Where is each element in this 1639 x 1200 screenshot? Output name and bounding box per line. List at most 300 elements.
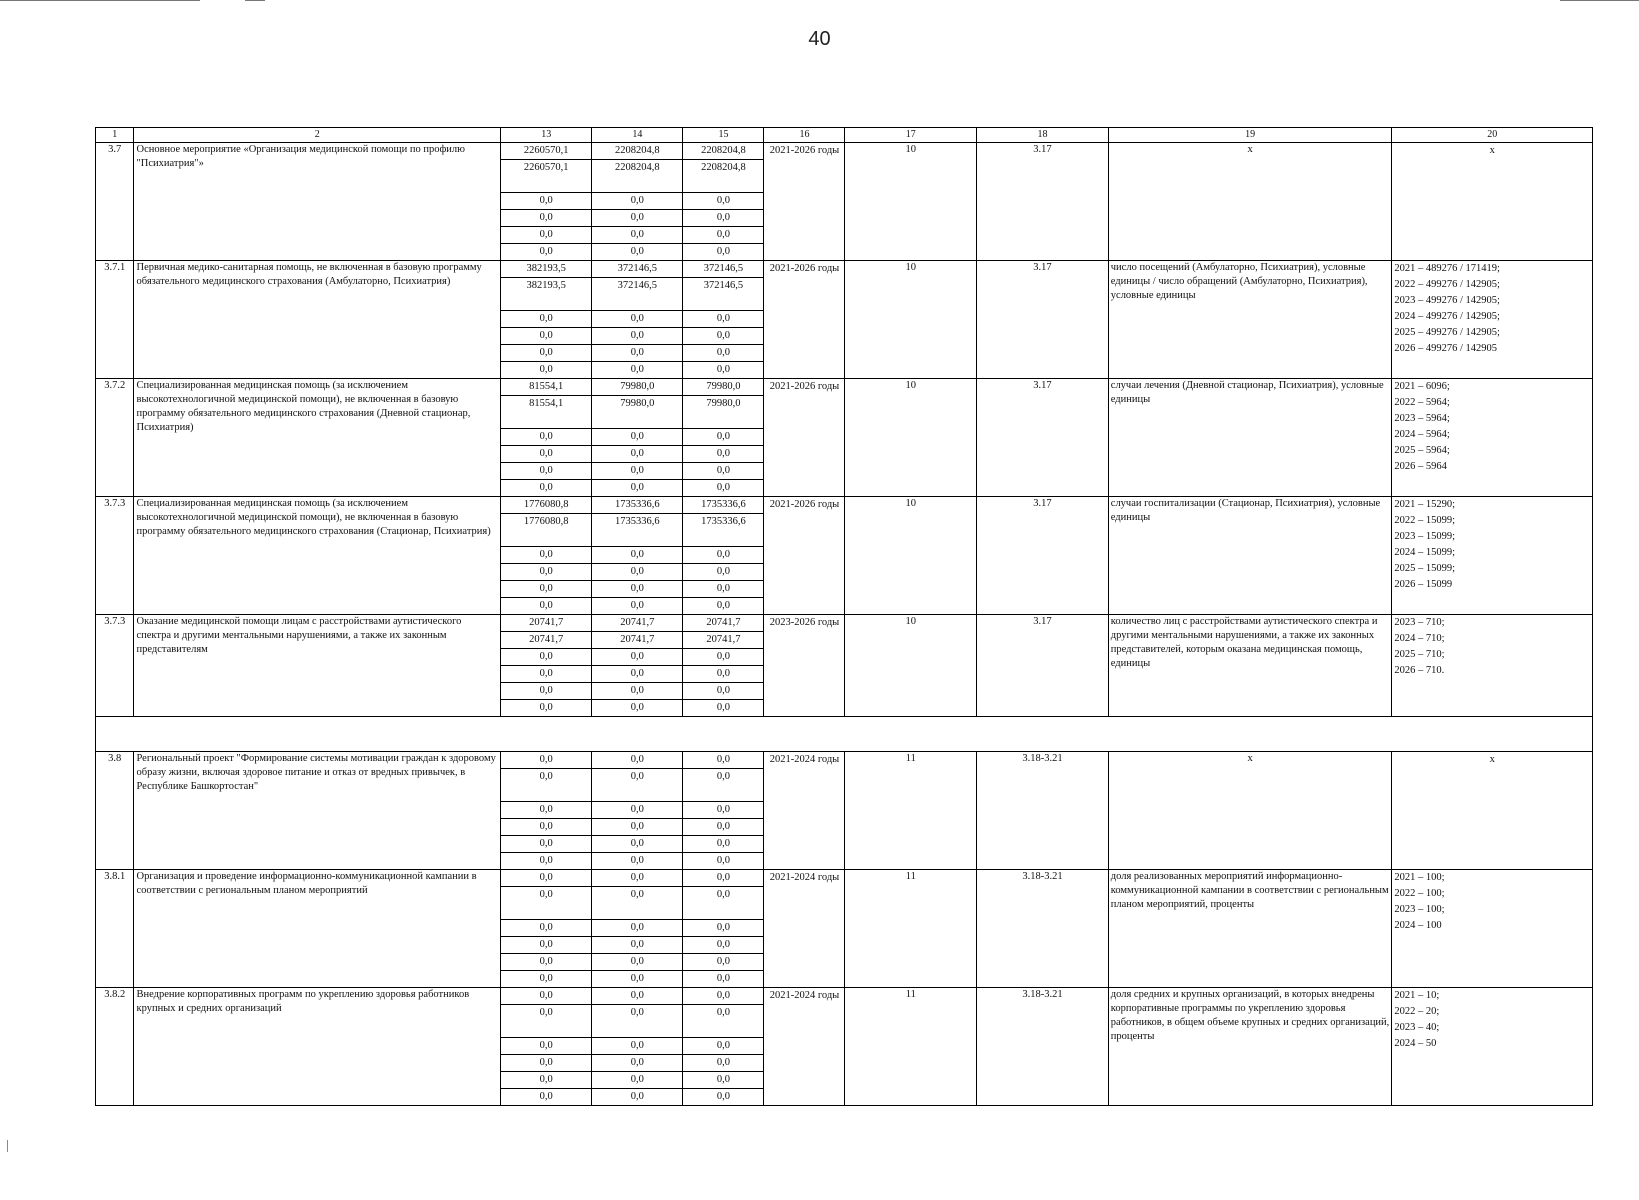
item-number: 3.7.2 [96, 378, 134, 496]
funding-value [592, 530, 682, 546]
item-name: Специализированная медицинская помощь (за исключением высокотехнологичной медицинской помощи), не включенная в базовую программу обязательного медицинского страхования (Стационар, Психиатрия) [134, 496, 501, 614]
funding-value: 372146,5 [592, 277, 682, 294]
funding-value: 0,0 [501, 648, 591, 665]
funding-value: 2208204,8 [592, 159, 682, 176]
funding-value: 0,0 [501, 801, 591, 818]
funding-values [683, 143, 763, 260]
page-number: 40 [808, 28, 831, 50]
indicator-values [1392, 142, 1593, 260]
section-spacer-row [96, 716, 1593, 751]
funding-values [683, 615, 763, 716]
funding-value [501, 176, 591, 192]
implementation-period: 2021-2026 годы [764, 260, 845, 378]
indicator-value: 2022 – 15099; [1394, 514, 1456, 526]
funding-value: 20741,7 [501, 631, 591, 648]
funding-value: 0,0 [501, 1071, 591, 1088]
funding-value [501, 785, 591, 801]
funding-values [683, 988, 763, 1105]
funding-value: 0,0 [683, 852, 763, 869]
funding-column-13 [501, 987, 592, 1105]
task-number: 3.17 [977, 142, 1109, 260]
funding-column-15 [683, 751, 764, 869]
funding-column-15 [683, 496, 764, 614]
funding-column-15 [683, 142, 764, 260]
funding-value: 0,0 [501, 699, 591, 716]
funding-value: 0,0 [592, 801, 682, 818]
funding-value: 0,0 [539, 989, 553, 1001]
funding-values [592, 870, 682, 987]
funding-values [592, 615, 682, 716]
indicator-name: доля реализованных мероприятий информационно-коммуникационной кампании в соответствии с региональным планом мероприятий, проценты [1108, 869, 1392, 987]
funding-value: 0,0 [630, 989, 644, 1001]
funding-value: 1735336,6 [615, 498, 660, 510]
funding-values [501, 752, 591, 869]
funding-value: 0,0 [501, 953, 591, 970]
funding-value: 0,0 [592, 428, 682, 445]
funding-value: 0,0 [501, 243, 591, 260]
funding-column-13 [501, 142, 592, 260]
funding-value: 0,0 [683, 1037, 763, 1054]
funding-values [592, 261, 682, 378]
item-number: 3.7 [96, 142, 134, 260]
funding-value: 0,0 [501, 479, 591, 496]
header-cell: 15 [683, 128, 764, 143]
funding-value: 0,0 [592, 209, 682, 226]
header-cell: 18 [977, 128, 1109, 143]
indicator-value: 2025 – 15099; [1394, 562, 1456, 574]
funding-value: 0,0 [592, 1054, 682, 1071]
funding-value: 0,0 [592, 243, 682, 260]
funding-value: 79980,0 [592, 395, 682, 412]
indicator-value: 2025 – 710; [1394, 648, 1445, 660]
funding-value: 0,0 [592, 648, 682, 665]
funding-value: 382193,5 [501, 277, 591, 294]
funding-value [501, 294, 591, 310]
indicator-value: 2025 – 5964; [1394, 444, 1450, 456]
task-number: 3.18-3.21 [977, 751, 1109, 869]
funding-value: 0,0 [592, 818, 682, 835]
funding-value: 0,0 [592, 886, 682, 903]
task-number: 3.17 [977, 614, 1109, 716]
funding-value: 0,0 [592, 919, 682, 936]
funding-value: 0,0 [592, 226, 682, 243]
funding-values [683, 752, 763, 869]
funding-column-13 [501, 496, 592, 614]
indicator-value: 2023 – 15099; [1394, 530, 1456, 542]
implementation-period: 2021-2026 годы [764, 142, 845, 260]
funding-value: 0,0 [501, 852, 591, 869]
goal-number: 11 [845, 987, 977, 1105]
funding-column-14 [592, 751, 683, 869]
indicator-name: случаи лечения (Дневной стационар, Психиатрия), условные единицы [1108, 378, 1392, 496]
funding-value: 0,0 [683, 1054, 763, 1071]
indicator-value: 2021 – 489276 / 171419; [1394, 262, 1500, 274]
funding-value: 0,0 [683, 953, 763, 970]
indicator-value: 2026 – 15099 [1394, 578, 1453, 590]
indicator-values [1392, 496, 1593, 614]
program-table [95, 127, 1593, 1106]
funding-value: 0,0 [501, 919, 591, 936]
indicator-name: количество лиц с расстройствами аутистического спектра и другими ментальными нарушениями, а также их законных представителей, которым оказана медицинская помощь, единицы [1108, 614, 1392, 716]
funding-value: 0,0 [683, 936, 763, 953]
item-number: 3.7.3 [96, 496, 134, 614]
scan-top-rule [0, 0, 200, 1]
funding-value: 0,0 [683, 209, 763, 226]
funding-value: 0,0 [501, 546, 591, 563]
funding-values [592, 497, 682, 614]
funding-value [683, 903, 763, 919]
table-row [96, 260, 1593, 378]
funding-value: 0,0 [683, 580, 763, 597]
task-number: 3.18-3.21 [977, 987, 1109, 1105]
indicator-values [1392, 751, 1593, 869]
funding-column-14 [592, 869, 683, 987]
funding-value: 0,0 [592, 1037, 682, 1054]
funding-column-15 [683, 614, 764, 716]
funding-value: 0,0 [501, 886, 591, 903]
funding-value [683, 412, 763, 428]
goal-number: 10 [845, 614, 977, 716]
implementation-period: 2023-2026 годы [764, 614, 845, 716]
funding-value: 0,0 [683, 1004, 763, 1021]
funding-value: 0,0 [501, 361, 591, 378]
funding-value: 0,0 [716, 871, 730, 883]
funding-column-13 [501, 869, 592, 987]
funding-values [592, 988, 682, 1105]
funding-value [501, 530, 591, 546]
funding-value: 0,0 [683, 428, 763, 445]
funding-values [592, 379, 682, 496]
indicator-value: 2024 – 15099; [1394, 546, 1456, 558]
indicator-value: 2022 – 100; [1394, 887, 1445, 899]
implementation-period: 2021-2026 годы [764, 496, 845, 614]
funding-value: 0,0 [683, 344, 763, 361]
indicator-value: 2022 – 5964; [1394, 396, 1450, 408]
table-row [96, 614, 1593, 716]
indicator-value: 2021 – 100; [1394, 871, 1445, 883]
funding-value: 1735336,6 [592, 513, 682, 530]
funding-value: 2208204,8 [701, 144, 746, 156]
funding-value [683, 176, 763, 192]
indicator-value: 2026 – 5964 [1394, 460, 1447, 472]
funding-value: 0,0 [501, 1088, 591, 1105]
funding-value: 372146,5 [617, 262, 658, 274]
table-row [96, 378, 1593, 496]
funding-column-14 [592, 987, 683, 1105]
funding-value [501, 412, 591, 428]
funding-value [683, 530, 763, 546]
header-cell: 13 [501, 128, 592, 143]
funding-value: 81554,1 [529, 380, 564, 392]
funding-value: 0,0 [592, 479, 682, 496]
funding-values [683, 379, 763, 496]
item-name: Специализированная медицинская помощь (за исключением высокотехнологичной медицинской помощи), не включенная в базовую программу обязательного медицинского страхования (Дневной стационар, Психиатрия) [134, 378, 501, 496]
implementation-period: 2021-2026 годы [764, 378, 845, 496]
funding-value: 20741,7 [683, 631, 763, 648]
funding-value: 0,0 [630, 753, 644, 765]
scan-top-rule [1560, 0, 1639, 1]
funding-value: 0,0 [683, 310, 763, 327]
funding-value: 0,0 [539, 871, 553, 883]
indicator-name: x [1108, 751, 1392, 869]
funding-value: 372146,5 [703, 262, 744, 274]
funding-value [683, 785, 763, 801]
funding-value: 0,0 [683, 682, 763, 699]
header-cell: 1 [96, 128, 134, 143]
funding-value: 0,0 [683, 768, 763, 785]
funding-value: 0,0 [683, 597, 763, 614]
item-number: 3.8.2 [96, 987, 134, 1105]
task-number: 3.17 [977, 378, 1109, 496]
funding-value: 0,0 [683, 699, 763, 716]
funding-value: 372146,5 [683, 277, 763, 294]
indicator-value: 2021 – 10; [1394, 989, 1440, 1001]
funding-column-15 [683, 260, 764, 378]
funding-value: 1735336,6 [683, 513, 763, 530]
implementation-period: 2021-2024 годы [764, 869, 845, 987]
funding-value: 0,0 [592, 852, 682, 869]
scan-top-rule [245, 0, 265, 1]
indicator-name: число посещений (Амбулаторно, Психиатрия), условные единицы / число обращений (Амбулаторно, Психиатрия), условные единицы [1108, 260, 1392, 378]
funding-value: 0,0 [501, 1054, 591, 1071]
funding-value: 0,0 [501, 682, 591, 699]
funding-value: 0,0 [592, 953, 682, 970]
funding-value: 0,0 [683, 479, 763, 496]
task-number: 3.17 [977, 496, 1109, 614]
item-name: Основное мероприятие «Организация медицинской помощи по профилю "Психиатрия"» [134, 142, 501, 260]
funding-value: 0,0 [683, 886, 763, 903]
indicator-value: x [1489, 144, 1495, 156]
funding-value: 0,0 [683, 919, 763, 936]
indicator-value: 2023 – 499276 / 142905; [1394, 294, 1500, 306]
funding-value: 79980,0 [683, 395, 763, 412]
funding-value: 0,0 [592, 699, 682, 716]
table-row [96, 869, 1593, 987]
funding-value [501, 1021, 591, 1037]
funding-values [683, 870, 763, 987]
indicator-name: доля средних и крупных организаций, в которых внедрены корпоративные программы по укреплению здоровья работников, в общем объеме крупных и средних организаций, проценты [1108, 987, 1392, 1105]
funding-value [683, 294, 763, 310]
funding-value: 2260570,1 [523, 144, 569, 156]
funding-value: 0,0 [592, 310, 682, 327]
funding-value: 20741,7 [620, 616, 655, 628]
funding-value: 0,0 [592, 1088, 682, 1105]
funding-value: 0,0 [501, 818, 591, 835]
funding-values [683, 497, 763, 614]
funding-column-15 [683, 378, 764, 496]
funding-value: 2260570,1 [501, 159, 591, 176]
funding-value: 2208204,8 [683, 159, 763, 176]
implementation-period: 2021-2024 годы [764, 987, 845, 1105]
funding-value: 20741,7 [529, 616, 564, 628]
header-cell: 19 [1108, 128, 1392, 143]
funding-value: 0,0 [683, 361, 763, 378]
funding-value: 0,0 [592, 192, 682, 209]
funding-value: 0,0 [501, 462, 591, 479]
funding-value: 0,0 [501, 970, 591, 987]
item-number: 3.8.1 [96, 869, 134, 987]
funding-value: 0,0 [501, 192, 591, 209]
indicator-values [1392, 987, 1593, 1105]
indicator-value: 2024 – 50 [1394, 1037, 1437, 1049]
funding-value: 0,0 [501, 226, 591, 243]
funding-value: 0,0 [683, 801, 763, 818]
funding-column-15 [683, 869, 764, 987]
funding-value: 0,0 [501, 580, 591, 597]
header-row [96, 128, 1593, 143]
funding-column-14 [592, 496, 683, 614]
item-name: Оказание медицинской помощи лицам с расстройствами аутистического спектра и другими ментальными нарушениями, а также их законным представителям [134, 614, 501, 716]
funding-value: 0,0 [683, 1088, 763, 1105]
indicator-value: 2023 – 100; [1394, 903, 1445, 915]
indicator-values [1392, 869, 1593, 987]
header-cell: 20 [1392, 128, 1593, 143]
table-row [96, 496, 1593, 614]
indicator-values [1392, 378, 1593, 496]
indicator-value: 2023 – 5964; [1394, 412, 1450, 424]
goal-number: 10 [845, 260, 977, 378]
funding-value: 0,0 [592, 361, 682, 378]
funding-value: 0,0 [683, 192, 763, 209]
funding-value [592, 294, 682, 310]
task-number: 3.17 [977, 260, 1109, 378]
funding-value: 0,0 [501, 209, 591, 226]
funding-value: 0,0 [683, 818, 763, 835]
funding-values [501, 497, 591, 614]
funding-value: 0,0 [501, 597, 591, 614]
indicator-value: 2022 – 499276 / 142905; [1394, 278, 1500, 290]
item-name: Первичная медико-санитарная помощь, не включенная в базовую программу обязательного медицинского страхования (Амбулаторно, Психиатрия) [134, 260, 501, 378]
funding-value: 79980,0 [620, 380, 655, 392]
funding-value: 0,0 [501, 1037, 591, 1054]
indicator-value: 2026 – 499276 / 142905 [1394, 342, 1498, 354]
item-name: Региональный проект "Формирование системы мотивации граждан к здоровому образу жизни, включая здоровое питание и отказ от вредных привычек, в Республике Башкортостан" [134, 751, 501, 869]
funding-value: 0,0 [592, 665, 682, 682]
indicator-value: 2023 – 710; [1394, 616, 1445, 628]
goal-number: 10 [845, 378, 977, 496]
funding-value: 0,0 [501, 428, 591, 445]
funding-value: 0,0 [501, 310, 591, 327]
funding-value: 0,0 [539, 753, 553, 765]
table-row [96, 142, 1593, 260]
funding-value: 0,0 [592, 344, 682, 361]
funding-values [501, 261, 591, 378]
indicator-value: x [1489, 753, 1495, 765]
funding-value: 382193,5 [526, 262, 566, 274]
funding-value: 0,0 [592, 445, 682, 462]
header-cell: 14 [592, 128, 683, 143]
funding-value: 0,0 [683, 835, 763, 852]
funding-value: 0,0 [592, 327, 682, 344]
funding-value: 0,0 [716, 989, 730, 1001]
funding-value: 0,0 [501, 445, 591, 462]
funding-value [501, 903, 591, 919]
task-number: 3.18-3.21 [977, 869, 1109, 987]
funding-value: 0,0 [592, 682, 682, 699]
funding-value: 0,0 [592, 546, 682, 563]
funding-value: 0,0 [501, 1004, 591, 1021]
funding-value: 0,0 [716, 753, 730, 765]
funding-values [501, 615, 591, 716]
funding-value: 0,0 [501, 563, 591, 580]
funding-column-14 [592, 614, 683, 716]
funding-value: 0,0 [630, 871, 644, 883]
funding-value [592, 903, 682, 919]
funding-value: 0,0 [592, 563, 682, 580]
funding-value: 20741,7 [706, 616, 741, 628]
funding-value [592, 785, 682, 801]
indicator-value: 2024 – 5964; [1394, 428, 1450, 440]
funding-value: 0,0 [501, 327, 591, 344]
funding-column-13 [501, 614, 592, 716]
funding-value: 20741,7 [592, 631, 682, 648]
funding-value: 0,0 [501, 936, 591, 953]
funding-values [501, 870, 591, 987]
funding-column-14 [592, 260, 683, 378]
item-name: Внедрение корпоративных программ по укреплению здоровья работников крупных и средних организаций [134, 987, 501, 1105]
funding-column-13 [501, 260, 592, 378]
funding-value: 0,0 [592, 1071, 682, 1088]
funding-value: 0,0 [683, 970, 763, 987]
funding-value: 2208204,8 [615, 144, 660, 156]
table-row [96, 987, 1593, 1105]
funding-value: 81554,1 [501, 395, 591, 412]
funding-values [501, 988, 591, 1105]
indicator-values [1392, 260, 1593, 378]
header-cell: 17 [845, 128, 977, 143]
indicator-name: x [1108, 142, 1392, 260]
indicator-value: 2024 – 100 [1394, 919, 1442, 931]
funding-value [683, 1021, 763, 1037]
funding-value [592, 412, 682, 428]
funding-value: 0,0 [683, 563, 763, 580]
funding-value: 79980,0 [706, 380, 741, 392]
indicator-value: 2022 – 20; [1394, 1005, 1440, 1017]
funding-values [683, 261, 763, 378]
goal-number: 11 [845, 751, 977, 869]
funding-value: 0,0 [592, 970, 682, 987]
scan-margin-mark [7, 1140, 8, 1152]
funding-value: 0,0 [592, 768, 682, 785]
funding-value: 0,0 [501, 835, 591, 852]
funding-value: 0,0 [683, 1071, 763, 1088]
funding-value: 0,0 [683, 546, 763, 563]
item-number: 3.8 [96, 751, 134, 869]
indicator-value: 2021 – 6096; [1394, 380, 1450, 392]
funding-value: 0,0 [683, 445, 763, 462]
funding-column-13 [501, 378, 592, 496]
funding-value: 0,0 [683, 462, 763, 479]
indicator-value: 2024 – 499276 / 142905; [1394, 310, 1500, 322]
indicator-value: 2025 – 499276 / 142905; [1394, 326, 1500, 338]
indicator-value: 2026 – 710. [1394, 664, 1445, 676]
funding-value: 1776080,8 [501, 513, 591, 530]
implementation-period: 2021-2024 годы [764, 751, 845, 869]
funding-value: 0,0 [592, 835, 682, 852]
funding-values [501, 379, 591, 496]
funding-value: 0,0 [501, 665, 591, 682]
indicator-value: 2021 – 15290; [1394, 498, 1456, 510]
indicator-value: 2023 – 40; [1394, 1021, 1440, 1033]
funding-value: 0,0 [592, 936, 682, 953]
funding-values [592, 752, 682, 869]
goal-number: 10 [845, 142, 977, 260]
funding-column-15 [683, 987, 764, 1105]
indicator-value: 2024 – 710; [1394, 632, 1445, 644]
funding-value: 0,0 [592, 597, 682, 614]
funding-value [592, 176, 682, 192]
indicator-name: случаи госпитализации (Стационар, Психиатрия), условные единицы [1108, 496, 1392, 614]
